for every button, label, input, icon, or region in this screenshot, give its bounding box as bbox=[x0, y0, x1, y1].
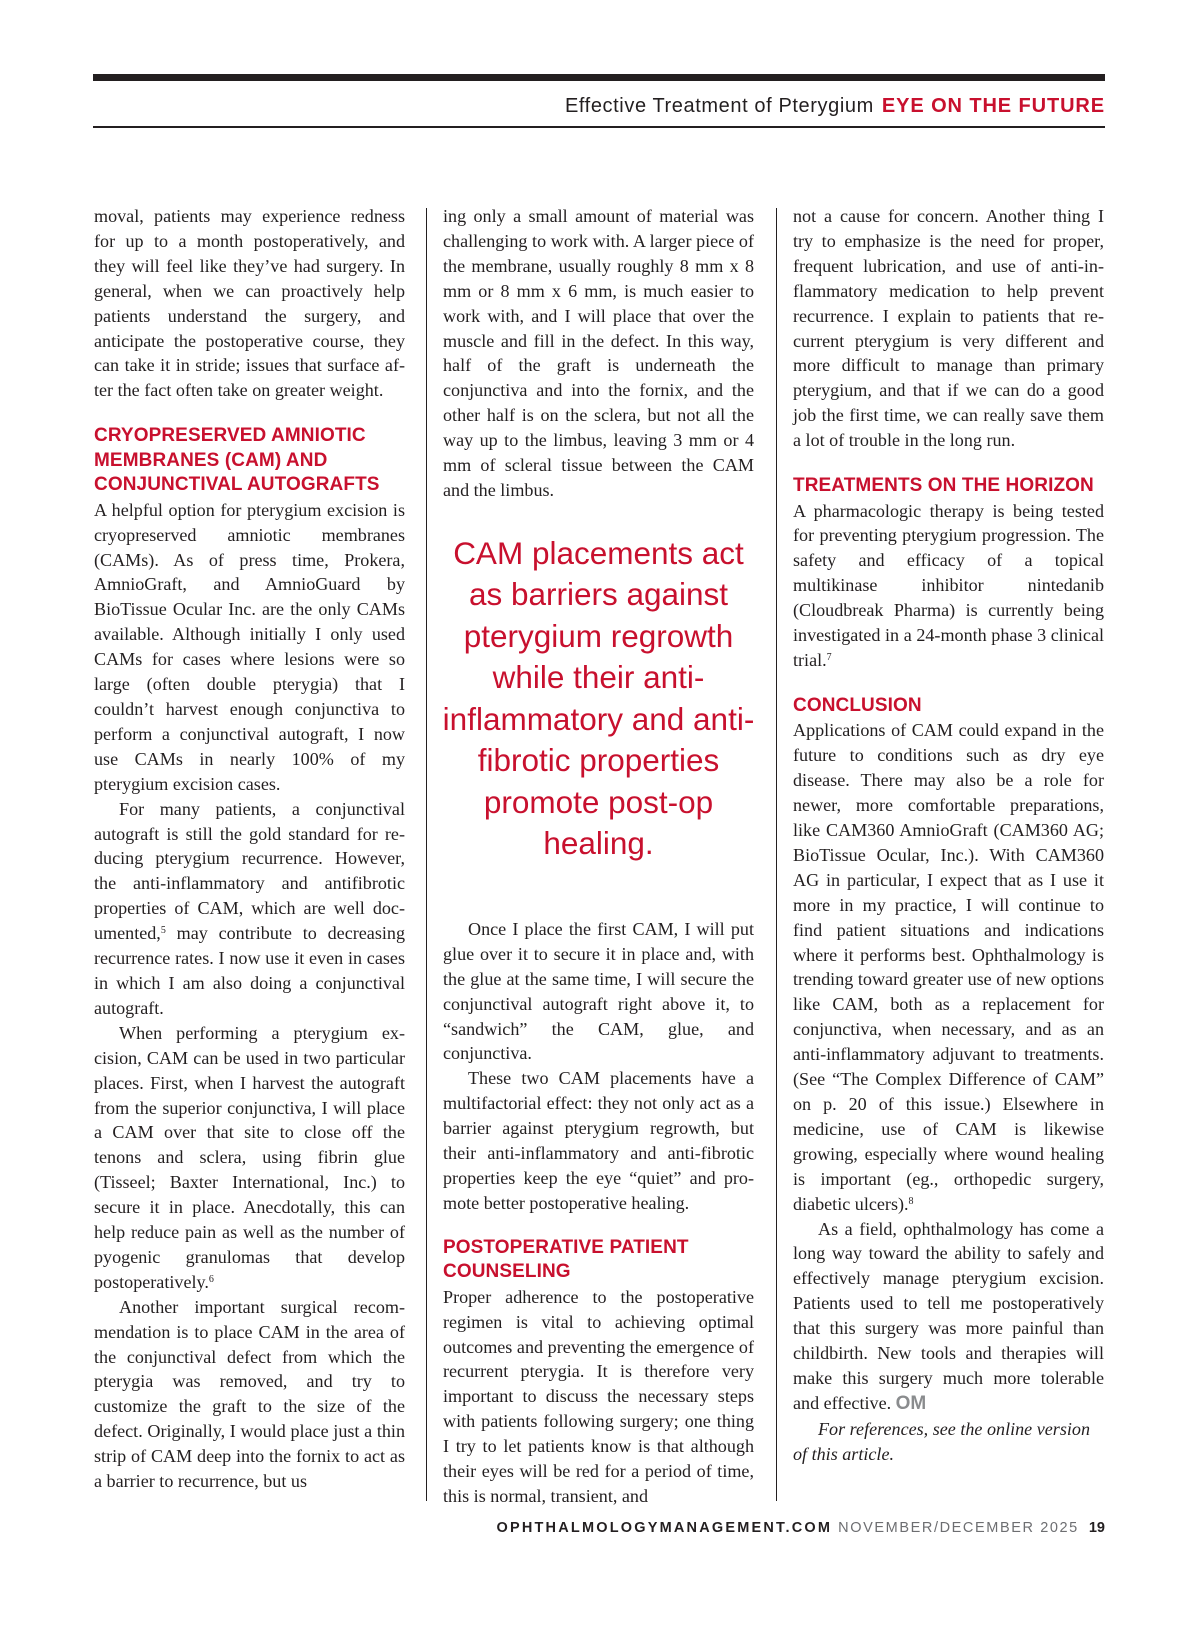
article-topic: Effective Treatment of Pterygium bbox=[564, 95, 874, 117]
paragraph: Another important surgical recommendation is to place CAM in the area of the conjunctival defect from which the pterygia was removed, and try to customize the graft to the size of the defect. Originally, I would place just a thin strip of CAM deep into the fornix to act as a barrier to recurrence, but us bbox=[94, 1296, 405, 1492]
section-heading-counseling: POSTOPERATIVE PATIENT COUNSELING bbox=[443, 1236, 689, 1283]
reference-marker: 8 bbox=[908, 1195, 914, 1207]
paragraph: As a field, ophthalmology has come a long way toward the ability to safely and effectively manage pterygium excision. Patients used to tell me postoperatively that this surgery was more painful than childbirth. New tools and therapies will make this surgery much more tolerable and effective. OM bbox=[793, 1218, 1104, 1414]
reference-marker: 6 bbox=[208, 1273, 214, 1285]
page-number: 19 bbox=[1088, 1520, 1105, 1536]
paragraph: ing only a small amount of material was challenging to work with. A larger piece of the membrane, usually roughly 8 mm x 8 mm or 8 mm x 6 mm, is much easier to work with, and I will place that over the muscle and fill in the defect. In this way, half of the graft is underneath the conjunctiva and into the fornix, and the other half is on the sclera, but not all the way up to the limbus, leaving 3 mm or 4 mm of scleral tissue between the CAM and the limbus. bbox=[443, 206, 754, 500]
reference-marker: 5 bbox=[160, 925, 166, 937]
column-2 bbox=[443, 204, 754, 1509]
paragraph: Once I place the first CAM, I will put glue over it to secure it in place and, with the glue at the same time, I will secure the conjunctival autograft right above it, to “sandwich” the CAM, glue, and conjunctiva. bbox=[443, 918, 754, 1064]
paragraph: Applications of CAM could expand in the future to conditions such as dry eye disease. There may also be a role for newer, more comfortable preparations, like CAM360 AmnioGraft (CAM360 AG; BioTissue Ocular, Inc.). With CAM360 AG in particular, I expect that as I use it more in my practice, I will continue to find patient situations and indications where it performs best. Ophthalmology is trending toward greater use of new options like CAM, both as a replacement for conjunctiva, when necessary, and as an anti-inflammatory adjuvant to treatments. (See “The Complex Difference of CAM” on p. 20 of this issue.) Elsewhere in medicine, use of CAM is likewise growing, especially where wound healing is important (eg., orthopedic surgery, diabetic ulcers).$^8$ bbox=[793, 720, 1104, 1214]
page-footer bbox=[93, 1518, 1105, 1538]
section-heading-conclusion: CONCLUSION bbox=[793, 694, 922, 716]
column-divider-2 bbox=[776, 208, 777, 1501]
paragraph: A pharmacologic therapy is being tested for preventing pterygium progression. The safety and efficacy of a topical multikinase inhibitor nintedanib (Cloudbreak Pharma) is currently being investigated in a 24-month phase 3 clinical trial.$^7$ bbox=[793, 500, 1104, 670]
section-heading-cam: CRYOPRESERVED AMNIOTIC MEMBRANES (CAM) AND CONJUNCTIVAL AUTOGRAFTS bbox=[94, 425, 380, 496]
footer-site: OPHTHALMOLOGYMANAGEMENT.COM bbox=[496, 1520, 833, 1536]
section-heading-horizon: TREATMENTS ON THE HORIZON bbox=[793, 475, 1094, 497]
paragraph: These two CAM placements have a multifactorial effect: they not only act as a barrier against pterygium regrowth, but their anti-inflammatory and anti-fibrotic properties keep the eye “quiet” and promote better postoperative healing. bbox=[443, 1068, 754, 1213]
section-title: EYE ON THE FUTURE bbox=[881, 95, 1105, 117]
paragraph: For many patients, a conjunctival autograft is still the gold standard for reducing pterygium recurrence. However, the anti-inflammatory and antifibrotic properties of CAM, which are well documented,$^5$ may contribute to decreasing recurrence rates. I now use it even in cases in which I am also doing a conjunctival autograft. bbox=[94, 798, 405, 1018]
running-header bbox=[93, 93, 1105, 123]
footer-issue: NOVEMBER/DECEMBER 2025 bbox=[838, 1520, 1079, 1536]
pull-quote: CAM placements act as barriers against pterygium regrowth while their anti-inflammatory and anti-fibrotic properties promote post-op healing. bbox=[442, 534, 755, 862]
paragraph: A helpful option for pterygium excision is cryopreserved amniotic membranes (CAMs). As of press time, Prokera, AmnioGraft, and AmnioGuard by BioTissue Ocular Inc. are the only CAMs available. Although initially I only used CAMs for cases where lesions were so large (often double pterygia) that I couldn’t harvest enough conjunctiva to perform a conjunctival autograft, I now use CAMs in nearly 100% of my pterygium excision cases. bbox=[94, 499, 405, 794]
reference-marker: 7 bbox=[826, 652, 832, 663]
references-note: For references, see the online version of this article. bbox=[793, 1418, 1090, 1464]
column-1 bbox=[94, 204, 405, 1494]
paragraph: moval, patients may experience redness for up to a month postoperatively, and they will feel like they’ve had surgery. In general, when we can proactively help patients understand the surgery, and anticipate the postoperative course, they can take it in stride; issues that surface after the fact often take on greater weight. bbox=[94, 206, 405, 401]
column-divider-1 bbox=[426, 208, 427, 1501]
top-rule bbox=[93, 74, 1105, 81]
end-mark: OM bbox=[895, 1392, 927, 1414]
paragraph: Proper adherence to the postoperative regimen is vital to achieving optimal outcomes and preventing the emergence of recurrent pterygia. It is therefore very important to discuss the necessary steps with patients following surgery; one thing I try to let patients know is that although their eyes will be red for a period of time, this is normal, transient, and bbox=[443, 1286, 754, 1506]
paragraph: When performing a pterygium excision, CAM can be used in two particular places. First, when I harvest the autograft from the superior conjunctiva, I will place a CAM over that site to close off the tenons and sclera, using fibrin glue (Tisseel; Baxter International, Inc.) to secure it in place. Anecdotally, this can help reduce pain as well as the number of pyogenic granulomas that develop postoperatively.$^6$ bbox=[94, 1022, 405, 1292]
paragraph: not a cause for concern. Another thing I try to emphasize is the need for proper, frequent lubrication, and use of anti-inflammatory medication to help prevent recurrence. I explain to patients that recurrent pterygium is very different and more difficult to manage than primary pterygium, and that if we can do a good job the first time, we can really save them a lot of trouble in the long run. bbox=[793, 206, 1104, 451]
header-rule bbox=[93, 126, 1105, 128]
column-3 bbox=[793, 204, 1104, 1467]
